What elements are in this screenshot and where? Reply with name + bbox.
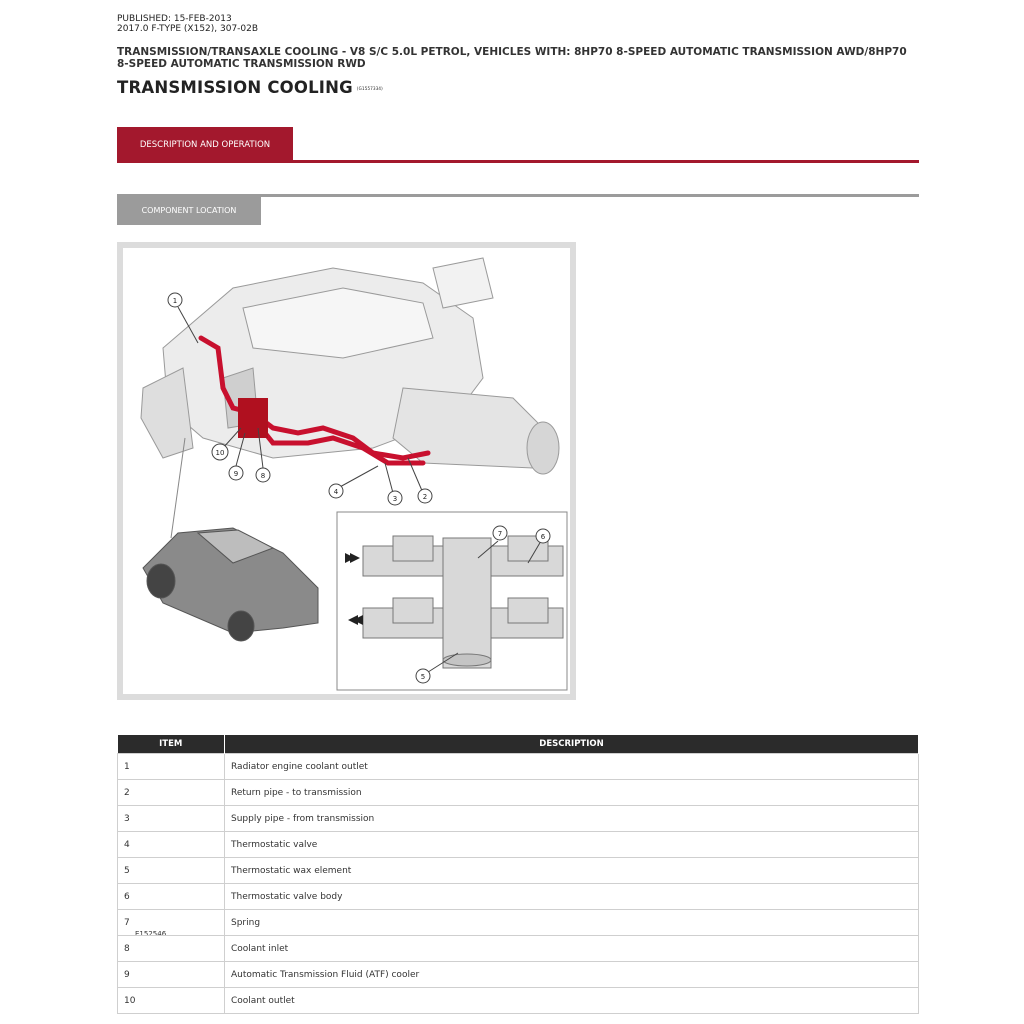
item-number: 1 — [118, 754, 225, 780]
table-row — [118, 858, 919, 884]
model-reference: 2017.0 F-TYPE (X152), 307-02B — [117, 24, 259, 34]
item-description: Thermostatic valve body — [225, 884, 919, 910]
tab-component-location[interactable]: COMPONENT LOCATION — [117, 196, 261, 225]
item-description: Radiator engine coolant outlet — [225, 754, 919, 780]
callout-1 — [168, 293, 198, 343]
callout-label: 10 — [215, 449, 225, 457]
item-number: 9 — [118, 962, 225, 988]
callout-label: 3 — [392, 495, 398, 503]
item-description: Coolant inlet — [225, 936, 919, 962]
table-row — [118, 988, 919, 1014]
table-row — [118, 832, 919, 858]
document-meta — [117, 14, 258, 34]
callout-5 — [416, 653, 458, 683]
callout-7 — [478, 526, 507, 558]
callout-8 — [256, 428, 270, 482]
tab-underline — [117, 160, 919, 163]
callout-label: 1 — [172, 297, 178, 305]
item-description: Return pipe - to transmission — [225, 780, 919, 806]
item-number: 7 — [118, 910, 225, 936]
page-title-text: TRANSMISSION COOLING — [117, 78, 353, 97]
callout-label: 9 — [233, 470, 239, 478]
table-row — [118, 936, 919, 962]
callout-6 — [528, 529, 550, 563]
callout-label: 6 — [540, 533, 546, 541]
item-number: 10 — [118, 988, 225, 1014]
section-subtitle: TRANSMISSION/TRANSAXLE COOLING - V8 S/C 5.0L PETROL, VEHICLES WITH: 8HP70 8-SPEED AUTOMATIC TRANSMISSION AWD/8HP70 8-SPEED AUTOMATIC TRANSMISSION RWD — [117, 46, 907, 70]
callout-label: 7 — [497, 530, 503, 538]
callout-9 — [229, 433, 245, 480]
column-header-item: ITEM — [118, 735, 225, 754]
table-row — [118, 910, 919, 936]
figure-id-label: E152546 — [135, 930, 167, 938]
item-number: 5 — [118, 858, 225, 884]
callout-2 — [408, 458, 432, 503]
table-row — [118, 806, 919, 832]
item-number: 6 — [118, 884, 225, 910]
item-description: Automatic Transmission Fluid (ATF) cooler — [225, 962, 919, 988]
callout-layer — [123, 248, 570, 694]
tab-description-operation[interactable]: DESCRIPTION AND OPERATION — [117, 127, 293, 163]
title-reference: (G1557334) — [356, 86, 383, 91]
item-number: 3 — [118, 806, 225, 832]
item-description: Thermostatic wax element — [225, 858, 919, 884]
callout-10 — [212, 428, 241, 460]
published-date: PUBLISHED: 15-FEB-2013 — [117, 14, 232, 24]
item-number: 4 — [118, 832, 225, 858]
item-description: Supply pipe - from transmission — [225, 806, 919, 832]
table-row — [118, 780, 919, 806]
item-description: Thermostatic valve — [225, 832, 919, 858]
callout-4 — [329, 466, 378, 498]
table-row — [118, 962, 919, 988]
item-description: Spring — [225, 910, 919, 936]
component-table — [117, 735, 919, 1014]
item-number: 8 — [118, 936, 225, 962]
item-number: 2 — [118, 780, 225, 806]
callout-label: 2 — [422, 493, 428, 501]
table-row — [118, 754, 919, 780]
table-row — [118, 884, 919, 910]
page-title — [117, 78, 383, 97]
callout-label: 4 — [333, 488, 339, 496]
callout-3 — [385, 463, 402, 505]
callout-label: 8 — [260, 472, 266, 480]
table-header-row — [118, 735, 919, 754]
callout-label: 5 — [420, 673, 426, 681]
item-description: Coolant outlet — [225, 988, 919, 1014]
column-header-description: DESCRIPTION — [225, 735, 919, 754]
